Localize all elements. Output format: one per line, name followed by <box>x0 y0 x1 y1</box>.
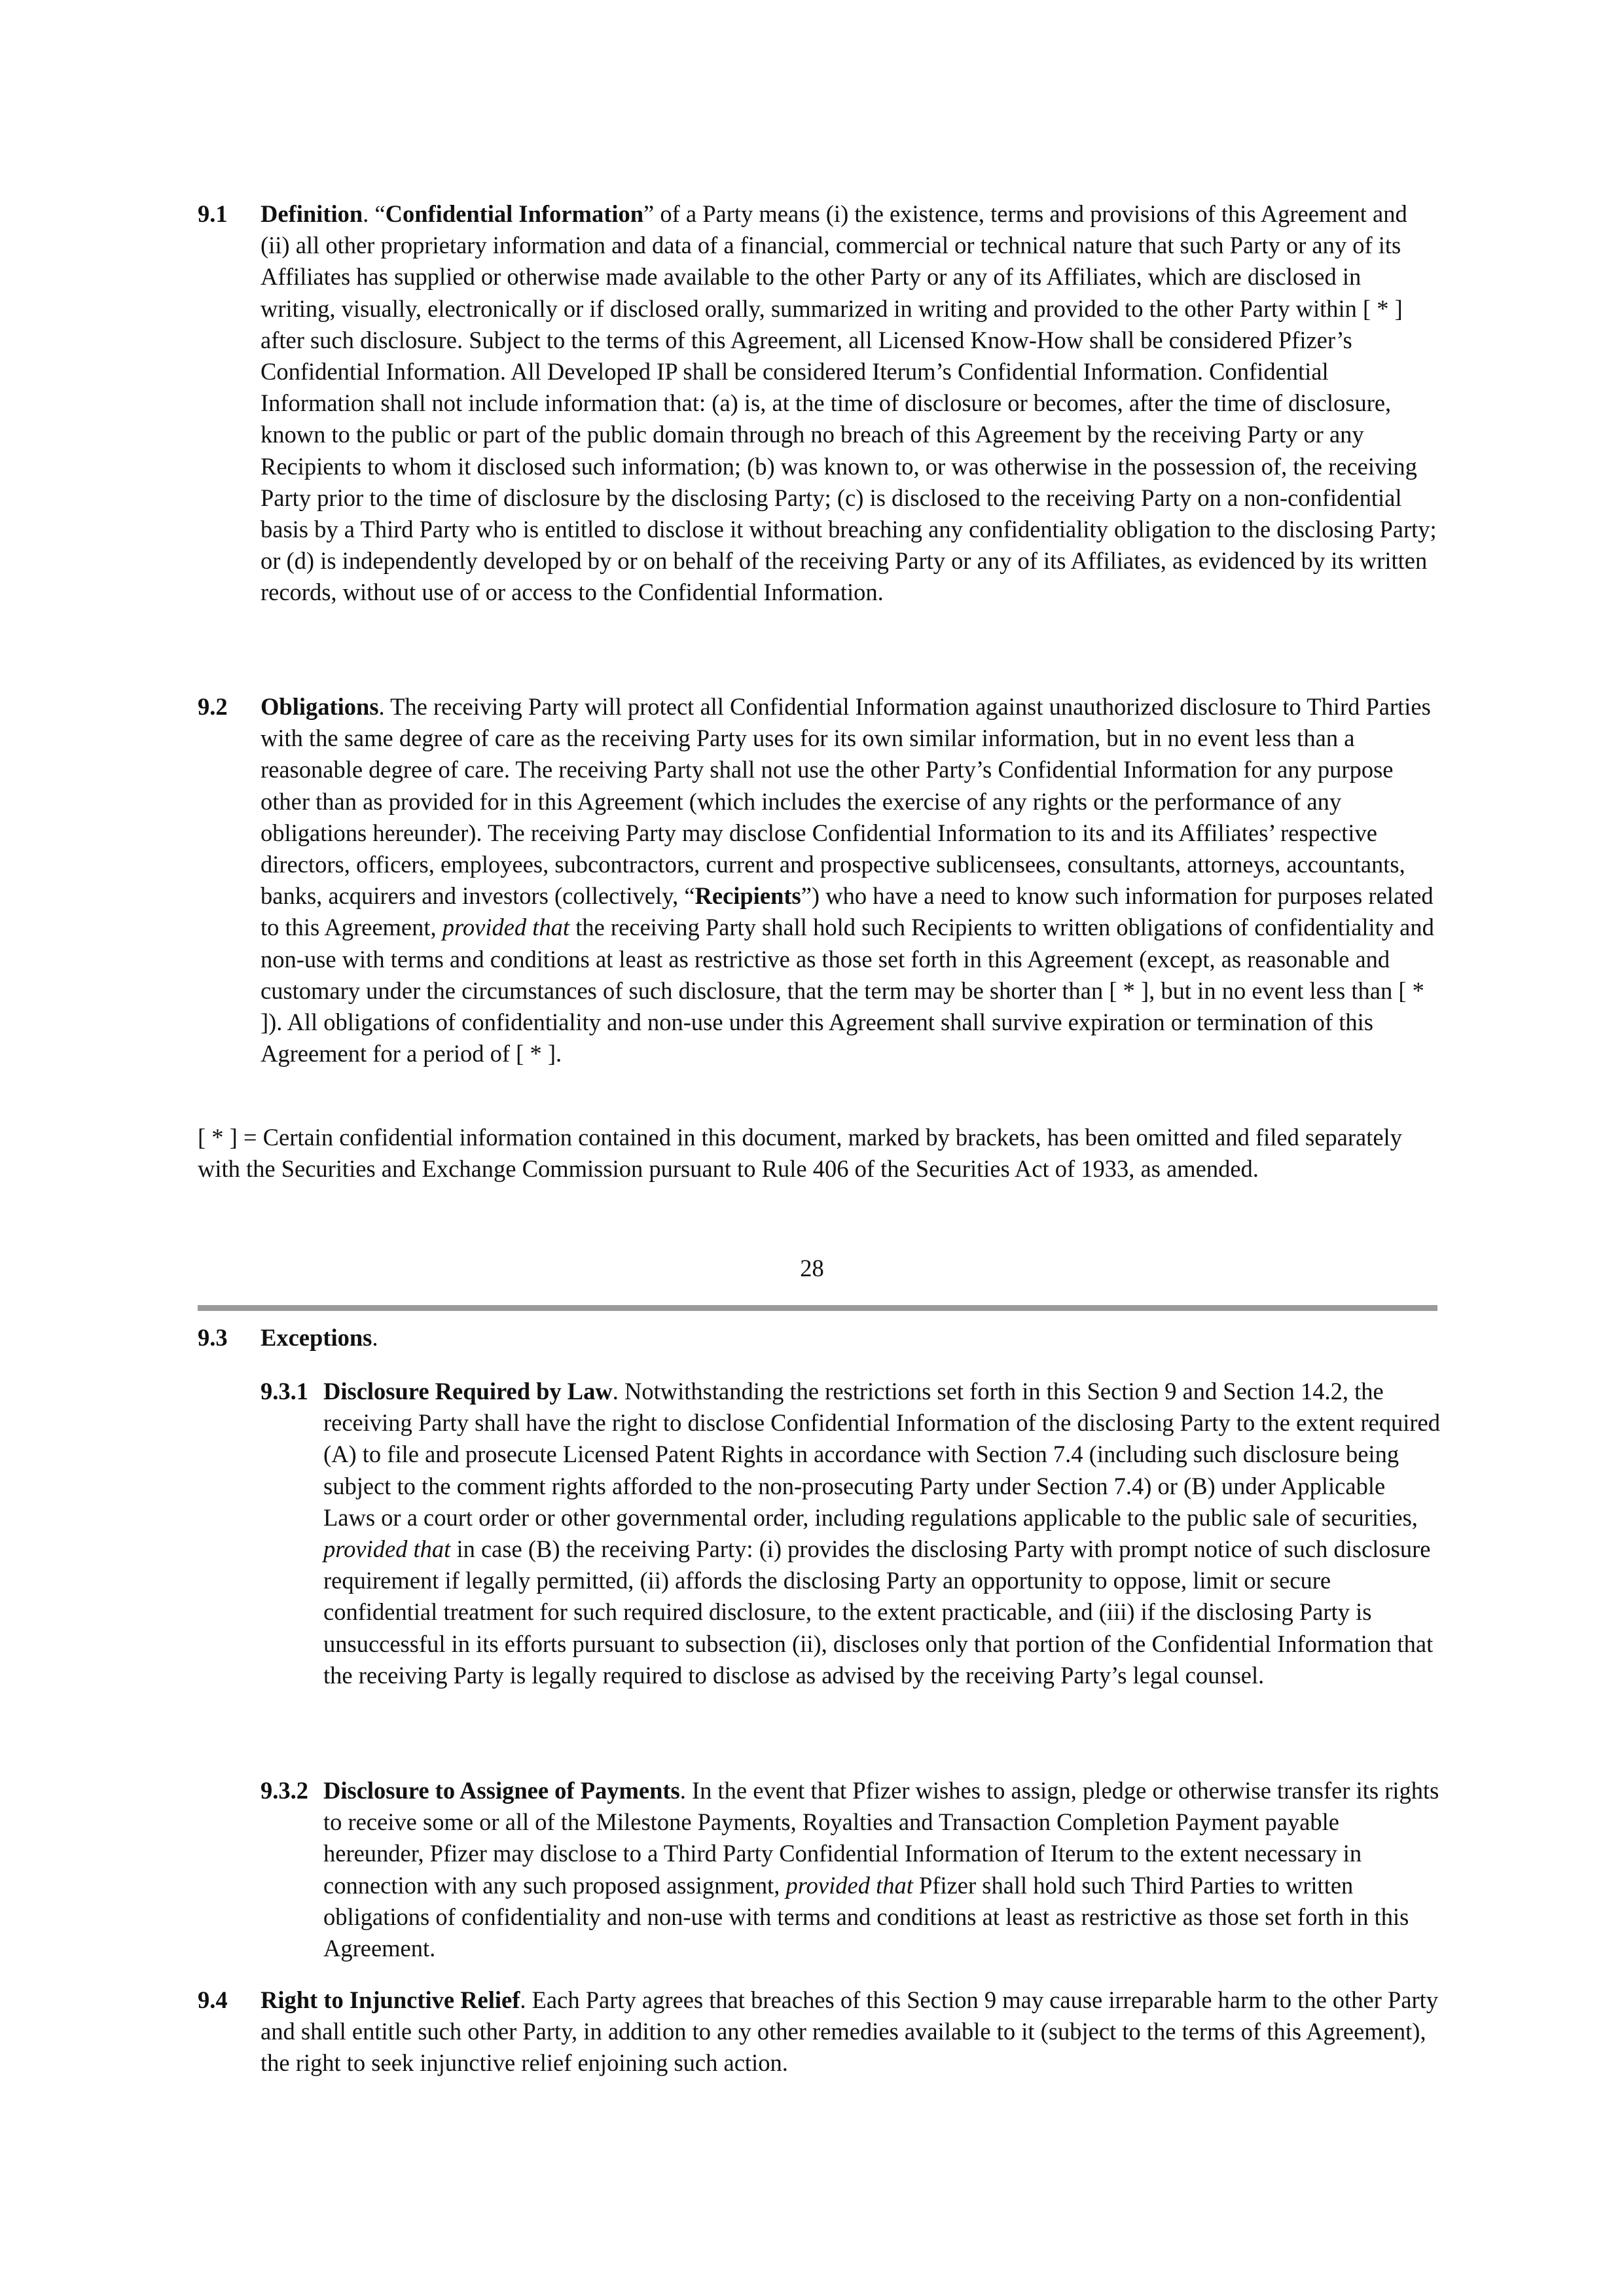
section-heading: Exceptions <box>261 1324 372 1351</box>
section-text: Obligations. The receiving Party will protect all Confidential Information against unauthorized disclosure to Third Parties with the same degree of care as the receiving Party uses for its own similar information, but in no event less than a reasonable degree of care. The receiving Party shall not use the other Party’s Confidential Information for any purpose other than as provided for in this Agreement (which includes the exercise of any rights or the performance of any obligations hereunder). The receiving Party may disclose Confidential Information to its and its Affiliates’ respective directors, officers, employees, subcontractors, current and prospective sublicensees, consultants, attorneys, accountants, banks, acquirers and investors (collectively, “Recipients”) who have a need to know such information for purposes related to this Agreement, provided that the receiving Party shall hold such Recipients to written obligations of confidentiality and non-use with terms and conditions at least as restrictive as those set forth in this Agreement (except, as reasonable and customary under the circumstances of such disclosure, that the term may be shorter than [ * ], but in no event less than [ * ]). All obligations of confidentiality and non-use under this Agreement shall survive expiration or termination of this Agreement for a period of [ * ]. <box>261 693 1434 1067</box>
subsection-heading: Disclosure Required by Law <box>323 1378 613 1405</box>
page-number: 28 <box>800 1255 824 1282</box>
section-9-3 <box>198 1322 1441 1354</box>
section-heading: Obligations <box>261 693 379 720</box>
section-9-3-2 <box>261 1775 1441 1964</box>
subsection-heading: Disclosure to Assignee of Payments <box>323 1777 680 1804</box>
section-9-2 <box>198 691 1441 1069</box>
subsection-number: 9.3.2 <box>261 1777 308 1804</box>
proviso: provided that <box>442 914 570 941</box>
section-number: 9.4 <box>198 1986 228 2013</box>
section-text: Exceptions. <box>261 1324 378 1351</box>
section-number: 9.3 <box>198 1324 228 1351</box>
subsection-text: Disclosure Required by Law. Notwithstanding the restrictions set forth in this Section 9 and Section 14.2, the receiving Party shall have the right to disclose Confidential Information of the disclosing Party to the extent required (A) to file and prosecute Licensed Patent Rights in accordance with Section 7.4 (including such disclosure being subject to the comment rights afforded to the non-prosecuting Party under Section 7.4) or (B) under Applicable Laws or a court order or other governmental order, including regulations applicable to the public sale of securities, provided that in case (B) the receiving Party: (i) provides the disclosing Party with prompt notice of such disclosure requirement if legally permitted, (ii) affords the disclosing Party an opportunity to oppose, limit or secure confidential treatment for such required disclosure, to the extent practicable, and (iii) if the disclosing Party is unsuccessful in its efforts pursuant to subsection (ii), discloses only that portion of the Confidential Information that the receiving Party is legally required to disclose as advised by the receiving Party’s legal counsel. <box>323 1378 1440 1689</box>
proviso: provided that <box>323 1535 451 1563</box>
footnote <box>198 1122 1441 1185</box>
section-text: Definition. “Confidential Information” of a Party means (i) the existence, terms and provisions of this Agreement and (ii) all other proprietary information and data of a financial, commercial or technical nature that such Party or any of its Affiliates has supplied or otherwise made available to the other Party or any of its Affiliates, which are disclosed in writing, visually, electronically or if disclosed orally, summarized in writing and provided to the other Party within [ * ] after such disclosure. Subject to the terms of this Agreement, all Licensed Know-How shall be considered Pfizer’s Confidential Information. All Developed IP shall be considered Iterum’s Confidential Information. Confidential Information shall not include information that: (a) is, at the time of disclosure or becomes, after the time of disclosure, known to the public or part of the public domain through no breach of this Agreement by the receiving Party or any Recipients to whom it disclosed such information; (b) was known to, or was otherwise in the possession of, the receiving Party prior to the time of disclosure by the disclosing Party; (c) is disclosed to the receiving Party on a non-confidential basis by a Third Party who is entitled to disclose it without breaching any confidentiality obligation to the disclosing Party; or (d) is independently developed by or on behalf of the receiving Party or any of its Affiliates, as evidenced by its written records, without use of or access to the Confidential Information. <box>261 200 1437 606</box>
defined-term: Recipients <box>695 882 801 910</box>
section-9-1 <box>198 198 1441 609</box>
subsection-text: Disclosure to Assignee of Payments. In the event that Pfizer wishes to assign, pledge or otherwise transfer its rights to receive some or all of the Milestone Payments, Royalties and Transaction Completion Payment payable hereunder, Pfizer may disclose to a Third Party Confidential Information of Iterum to the extent necessary in connection with any such proposed assignment, provided that Pfizer shall hold such Third Parties to written obligations of confidentiality and non-use with terms and conditions at least as restrictive as those set forth in this Agreement. <box>323 1777 1439 1962</box>
proviso: provided that <box>785 1871 913 1899</box>
section-text: Right to Injunctive Relief. Each Party agrees that breaches of this Section 9 may cause irreparable harm to the other Party and shall entitle such other Party, in addition to any other remedies available to it (subject to the terms of this Agreement), the right to seek injunctive relief enjoining such action. <box>261 1986 1439 2077</box>
footnote-text: [ * ] = Certain confidential information contained in this document, marked by brackets, has been omitted and filed separately with the Securities and Exchange Commission pursuant to Rule 406 of the Securities Act of 1933, as amended. <box>198 1124 1402 1183</box>
subsection-number: 9.3.1 <box>261 1378 308 1405</box>
page-separator <box>198 1305 1437 1311</box>
section-9-4 <box>198 1984 1441 2079</box>
section-number: 9.2 <box>198 693 228 720</box>
section-number: 9.1 <box>198 200 228 227</box>
section-heading: Right to Injunctive Relief <box>261 1986 520 2013</box>
section-9-3-1 <box>261 1376 1441 1691</box>
defined-term: Confidential Information <box>385 200 644 227</box>
section-heading: Definition <box>261 200 363 227</box>
